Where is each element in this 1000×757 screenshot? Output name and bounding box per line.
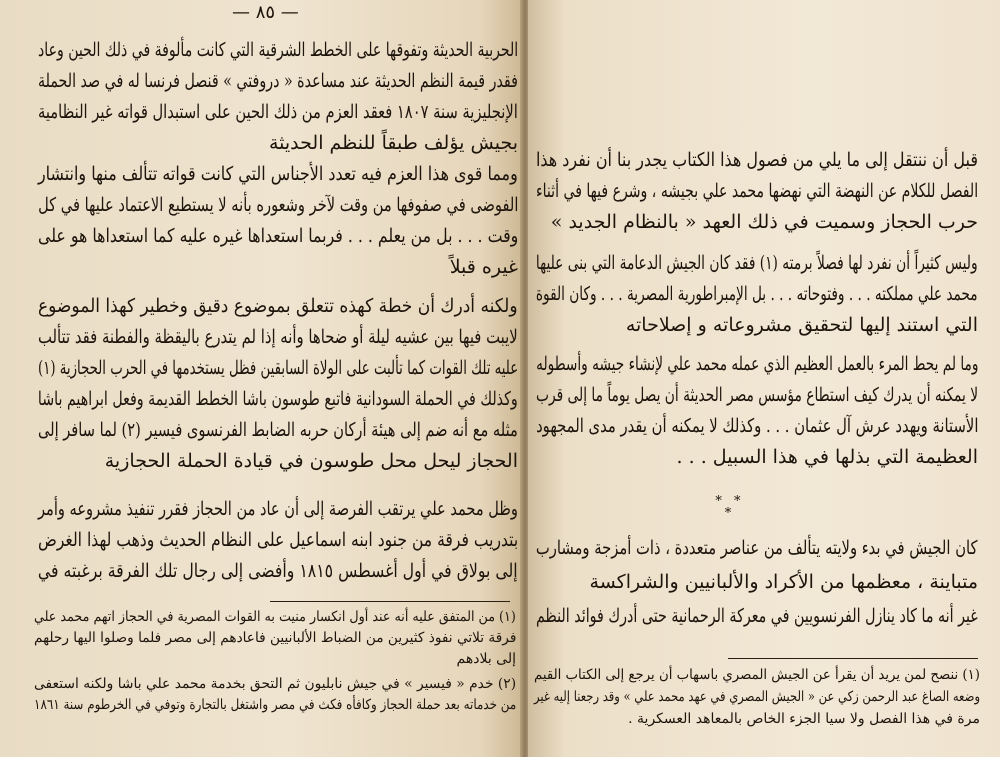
section-divider-asterisks: * * * (715, 494, 745, 521)
text-line: وكذلك في الحملة السودانية فاتبع طوسون باشا الخطط القديمة وفعل ابراهيم باشا (38, 388, 518, 410)
text-line: الحجاز ليحل محل طوسون في قيادة الحملة الحجازية (104, 450, 518, 472)
text-line: ولكنه أدرك أن خطة كهذه تتعلق بموضوع دقيق وخطير كهذا الموضوع (38, 295, 518, 317)
text-line: إلى بولاق في أول أغسطس ١٨١٥ وأفضى إلى رجال تلك الفرقة برغبته في (38, 560, 518, 582)
footnote-line: مرة في هذا الفصل ولا سيا الجزء الخاص بالمعاهد العسكرية . (628, 711, 980, 727)
text-line: بجيش يؤلف طبقاً للنظم الحديثة (268, 132, 518, 154)
footnote-line: فرقة تلاتي نفوذ كثيرين من الضباط الألبانيين فاعادهم إلى مصر فلما وصلوا اليها رحلهم (33, 630, 516, 646)
text-line: غيره قبلاً (449, 256, 518, 278)
footnote-line: (١) من المتفق عليه أنه عند أول انكسار منيت به القوات المصرية في الحجاز اتهم محمد علي (34, 609, 516, 625)
text-line: الفوضى في صفوفها من وقت لآخر وشعوره بأنه لا يستطيع الاعتماد عليها في كل (37, 194, 518, 216)
text-line: وظل محمد علي يرتقب الفرصة إلى أن عاد من الحجاز فقرر تنفيذ مشروعه وأمر (38, 498, 518, 520)
text-line: عليه تلك القوات كما تألبت على الولاة السابقين فظل يستخدمها في الحرب الحجازية (١) (37, 357, 518, 379)
footnote-line: إلى بلادهم (456, 651, 516, 667)
text-line: الحربية الحديثة وتفوقها على الخطط الشرقية التي كانت مألوفة في ذلك الحين وعاد (37, 39, 518, 61)
text-line: لايبت فيها بين عشيه ليلة أو ضحاها وأنه إذا لم يتدرع باليقظة والفطنة فقد تتألب (38, 326, 518, 348)
text-line: قبل أن ننتقل إلى ما يلي من فصول هذا الكتاب يجدر بنا أن نفرد هذا (536, 149, 978, 171)
right-page (528, 0, 1000, 757)
footnote-line: (١) ننصح لمن يريد أن يقرأ عن الجيش المصري باسهاب أن يرجع إلى الكتاب القيم (534, 667, 980, 683)
text-line: العظيمة التي بذلها في هذا السبيل . . . (676, 446, 978, 468)
text-line: محمد علي مملكته . . . وفتوحاته . . . بل الإمبراطورية المصرية . . . وكان القوة (536, 283, 978, 305)
text-line: متباينة ، معظمها من الأكراد والألبانيين والشراكسة (589, 571, 978, 593)
text-line: غير أنه ما كاد ينازل الفرنسويين في معركة الرحمانية حتى أدرك فوائد النظم (536, 605, 978, 627)
text-line: لا يمكنه أن يدرك كيف استطاع مؤسس مصر الحديثة أن يصل يوماً ما إلى قرب (535, 384, 978, 406)
text-line: وما لم يحط المرء بالعمل العظيم الذي عمله محمد علي لإنشاء جيشه وأسطوله (535, 353, 978, 375)
text-line: التي استند إليها لتحقيق مشروعاته و إصلاحاته (625, 314, 978, 336)
footnote-line: من خدماته بعد حملة الحجاز وكافأه فكث في مصر واشتغل بالتجارة وتوفي في الخرطوم سنة ١٨٦١ (33, 697, 517, 713)
text-line: الفصل للكلام عن النهضة التي نهضها محمد علي بجيشه ، وشرع فيها في أثناء (535, 180, 978, 202)
text-line: الأستانة ويهدد عرش آل عثمان . . . وكذلك لا يمكنه أن يقدر مدى المجهود (535, 415, 978, 437)
text-line: وليس كثيراً أن نفرد لها فصلاً برمته (١) فقد كان الجيش الدعامة التي بنى عليها (536, 252, 978, 274)
text-line: مثله مع أنه ضم إلى هيئة أركان حربه الضابط الفرنسوى فيسير (٢) لما سافر إلى (38, 419, 518, 441)
page-number: — ٨٥ — (232, 2, 299, 23)
text-line: فقدر قيمة النظم الحديثة عند مساعدة « دروفتي » قنصل فرنسا له في صد الحملة (38, 70, 518, 92)
text-line: وقت . . . بل من يعلم . . . فربما استعداها غيره عليه كما استعداها هو على (37, 225, 518, 247)
text-line: بتدريب فرقة من جنود ابنه اسماعيل على النظام الحديث وذهب لهذا الغرض (37, 529, 518, 551)
footnote-line: وضعه الصاغ عبد الرحمن زكي عن « الجيش المصري في عهد محمد علي » وقد رجعنا إليه غير (533, 689, 980, 705)
text-line: الإنجليزية سنة ١٨٠٧ فعقد العزم من ذلك الحين على استبدال قواته غير النظامية (38, 101, 518, 123)
text-line: حرب الحجاز وسميت في ذلك العهد « بالنظام الجديد » (550, 211, 978, 233)
text-line: كان الجيش في بدء ولايته يتألف من عناصر متعددة ، ذات أمزجة ومشارب (536, 537, 978, 559)
footnote-line: (٢) خدم « فيسير » في جيش نابليون ثم التحق بخدمة محمد علي باشا ولكنه استعفى (33, 676, 516, 692)
text-line: ومما قوى هذا العزم فيه تعدد الأجناس التي كانت قواته تتألف منها وانتشار (38, 163, 518, 185)
